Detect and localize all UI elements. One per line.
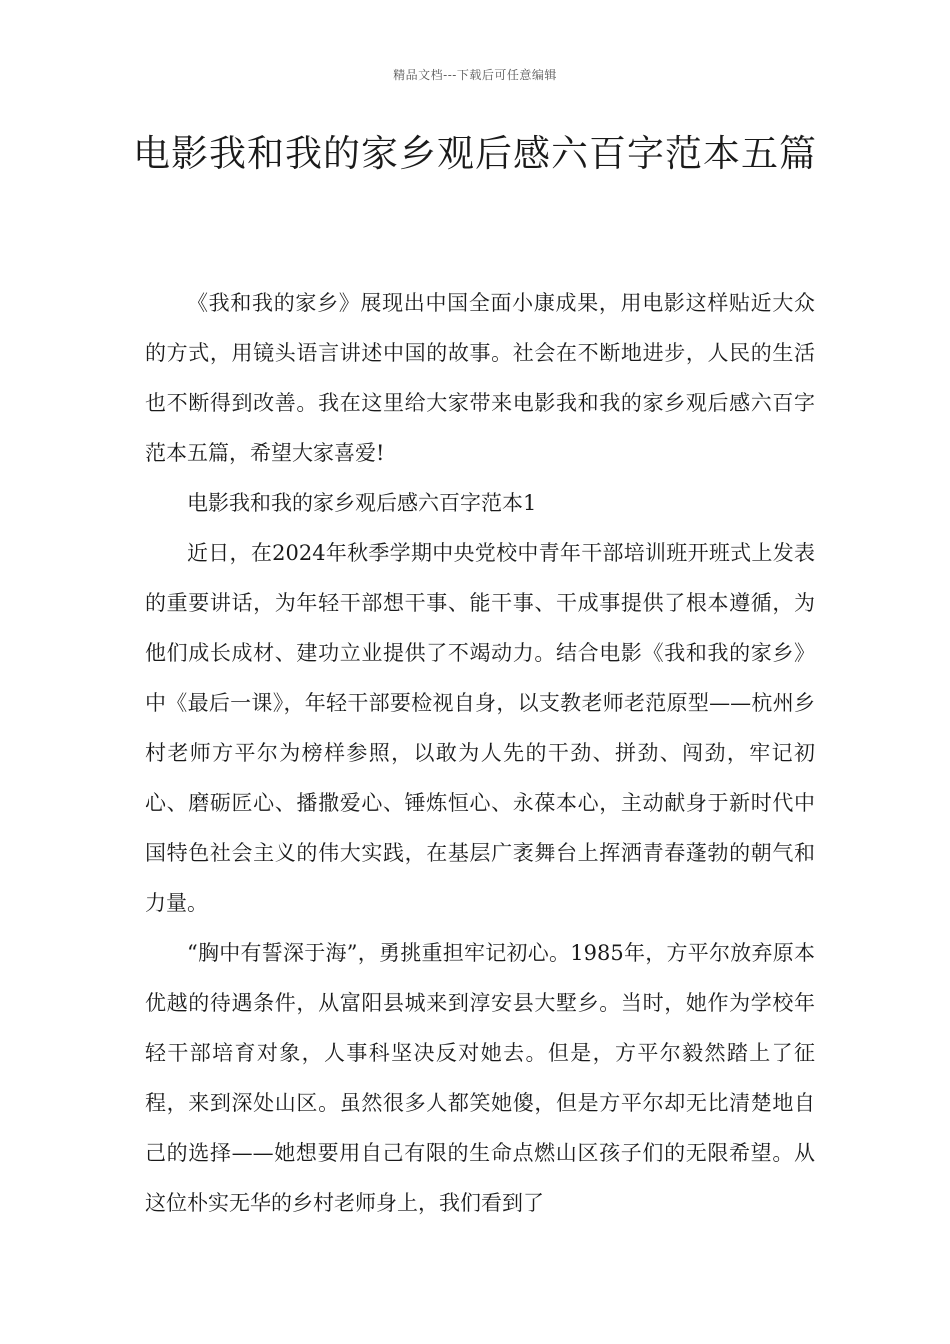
header-note: 精品文档---下载后可任意编辑 [393,68,557,82]
body-paragraph-2: “胸中有誓深于海”，勇挑重担牢记初心。1985年，方平尔放弃原本优越的待遇条件，从富阳县城来到淳安县大墅乡。当时，她作为学校年轻干部培育对象，人事科坚决反对她去。但是，方平尔毅然踏上了征程，来到深处山区。虽然很多人都笑她傻，但是方平尔却无比清楚地自己的选择——她想要用自己有限的生命点燃山区孩子们的无限希望。从这位朴实无华的乡村老师身上，我们看到了 [145,941,815,1215]
document-title: 电影我和我的家乡观后感六百字范本五篇 [133,132,817,175]
section-heading: 电影我和我的家乡观后感六百字范本1 [187,491,537,515]
body-paragraph-1: 近日，在2024年秋季学期中央党校中青年干部培训班开班式上发表的重要讲话，为年轻干部想干事、能干事、干成事提供了根本遵循，为他们成长成材、建功立业提供了不竭动力。结合电影《我和我的家乡》中《最后一课》，年轻干部要检视自身，以支教老师老范原型——杭州乡村老师方平尔为榜样参照，以敢为人先的干劲、拼劲、闯劲，牢记初心、磨砺匠心、播撒爱心、锤炼恒心、永葆本心，主动献身于新时代中国特色社会主义的伟大实践，在基层广袤舞台上挥洒青春蓬勃的朝气和力量。 [145,541,815,915]
document-body [145,278,815,1228]
intro-paragraph: 《我和我的家乡》展现出中国全面小康成果，用电影这样贴近大众的方式，用镜头语言讲述中国的故事。社会在不断地进步，人民的生活也不断得到改善。我在这里给大家带来电影我和我的家乡观后感六百字范本五篇，希望大家喜爱! [145,291,815,465]
